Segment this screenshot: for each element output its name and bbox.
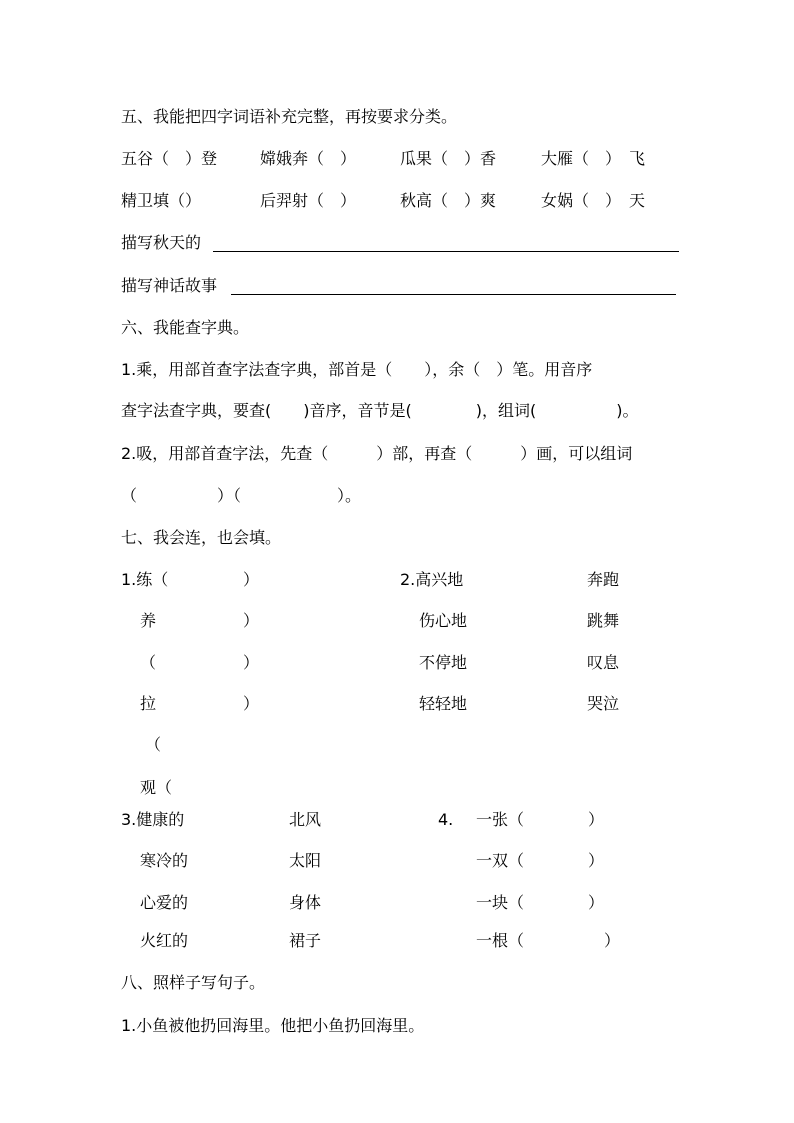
autumn-label: 描写秋天的: [121, 233, 202, 252]
idiom-blank: 后羿射（ ）: [260, 191, 357, 210]
question-2-line-1: 2.吸，用部首查字法，先查（ ）部，再查（ ）画，可以组词: [121, 444, 633, 463]
match-left-item: 2.高兴地: [400, 570, 464, 589]
fill-item: （: [140, 653, 157, 672]
fill-item-close: ）: [243, 570, 260, 589]
myth-answer-line[interactable]: [231, 294, 676, 295]
match-left-item: 轻轻地: [419, 694, 468, 713]
fill-item-close: ）: [243, 653, 260, 672]
idiom-blank: 嫦娥奔（ ）: [260, 149, 357, 168]
idiom-blank: 精卫填（）: [121, 191, 202, 210]
section-6-title: 六、我能查字典。: [121, 318, 250, 337]
measure-word-blank: 一块（ ）: [476, 893, 605, 912]
idiom-blank: 五谷（ ）登: [121, 149, 218, 168]
measure-word-blank: 一双（ ）: [476, 851, 605, 870]
match-right-item: 跳舞: [587, 611, 620, 630]
fill-item: 拉: [140, 694, 157, 713]
question-1-line-1: 1.乘，用部首查字法查字典，部首是（ ），余（ ）笔。用音序: [121, 360, 593, 379]
autumn-answer-line[interactable]: [213, 251, 679, 252]
match-right-item: 北风: [289, 810, 322, 829]
idiom-blank: 瓜果（ ）香: [400, 149, 497, 168]
match-left-item: 心爱的: [140, 893, 189, 912]
fill-item: 养: [140, 611, 157, 630]
measure-word-blank: 一张（ ）: [476, 810, 605, 829]
idiom-blank: 大雁（ ） 飞: [541, 149, 646, 168]
fill-item: 1.练（: [121, 570, 169, 589]
match-left-item: 寒冷的: [140, 851, 189, 870]
match-left-item: 不停地: [419, 653, 468, 672]
measure-word-blank: 一根（ ）: [476, 931, 621, 950]
match-left-item: 伤心地: [419, 611, 468, 630]
fill-item: （: [145, 735, 162, 754]
sentence-example: 1.小鱼被他扔回海里。他把小鱼扔回海里。: [121, 1016, 425, 1035]
section-8-title: 八、照样子写句子。: [121, 973, 266, 992]
match-right-item: 奔跑: [587, 570, 620, 589]
question-1-line-2: 查字法查字典，要查( )音序，音节是( )，组词( )。: [121, 401, 639, 420]
fill-item-close: ）: [243, 694, 260, 713]
fill-item-close: ）: [243, 611, 260, 630]
question-4-number: 4.: [438, 810, 454, 829]
match-right-item: 叹息: [587, 653, 620, 672]
idiom-blank: 秋高（ ）爽: [400, 191, 497, 210]
match-left-item: 火红的: [140, 931, 189, 950]
section-7-title: 七、我会连，也会填。: [121, 528, 282, 547]
idiom-blank: 女娲（ ） 天: [541, 191, 646, 210]
match-right-item: 裙子: [289, 931, 322, 950]
section-5-title: 五、我能把四字词语补充完整，再按要求分类。: [121, 107, 458, 126]
match-right-item: 太阳: [289, 851, 322, 870]
match-right-item: 哭泣: [587, 694, 620, 713]
question-2-line-2: （ ）（ ）。: [121, 486, 362, 505]
match-right-item: 身体: [289, 893, 322, 912]
myth-label: 描写神话故事: [121, 276, 218, 295]
fill-item: 观（: [140, 778, 173, 797]
match-left-item: 3.健康的: [121, 810, 185, 829]
